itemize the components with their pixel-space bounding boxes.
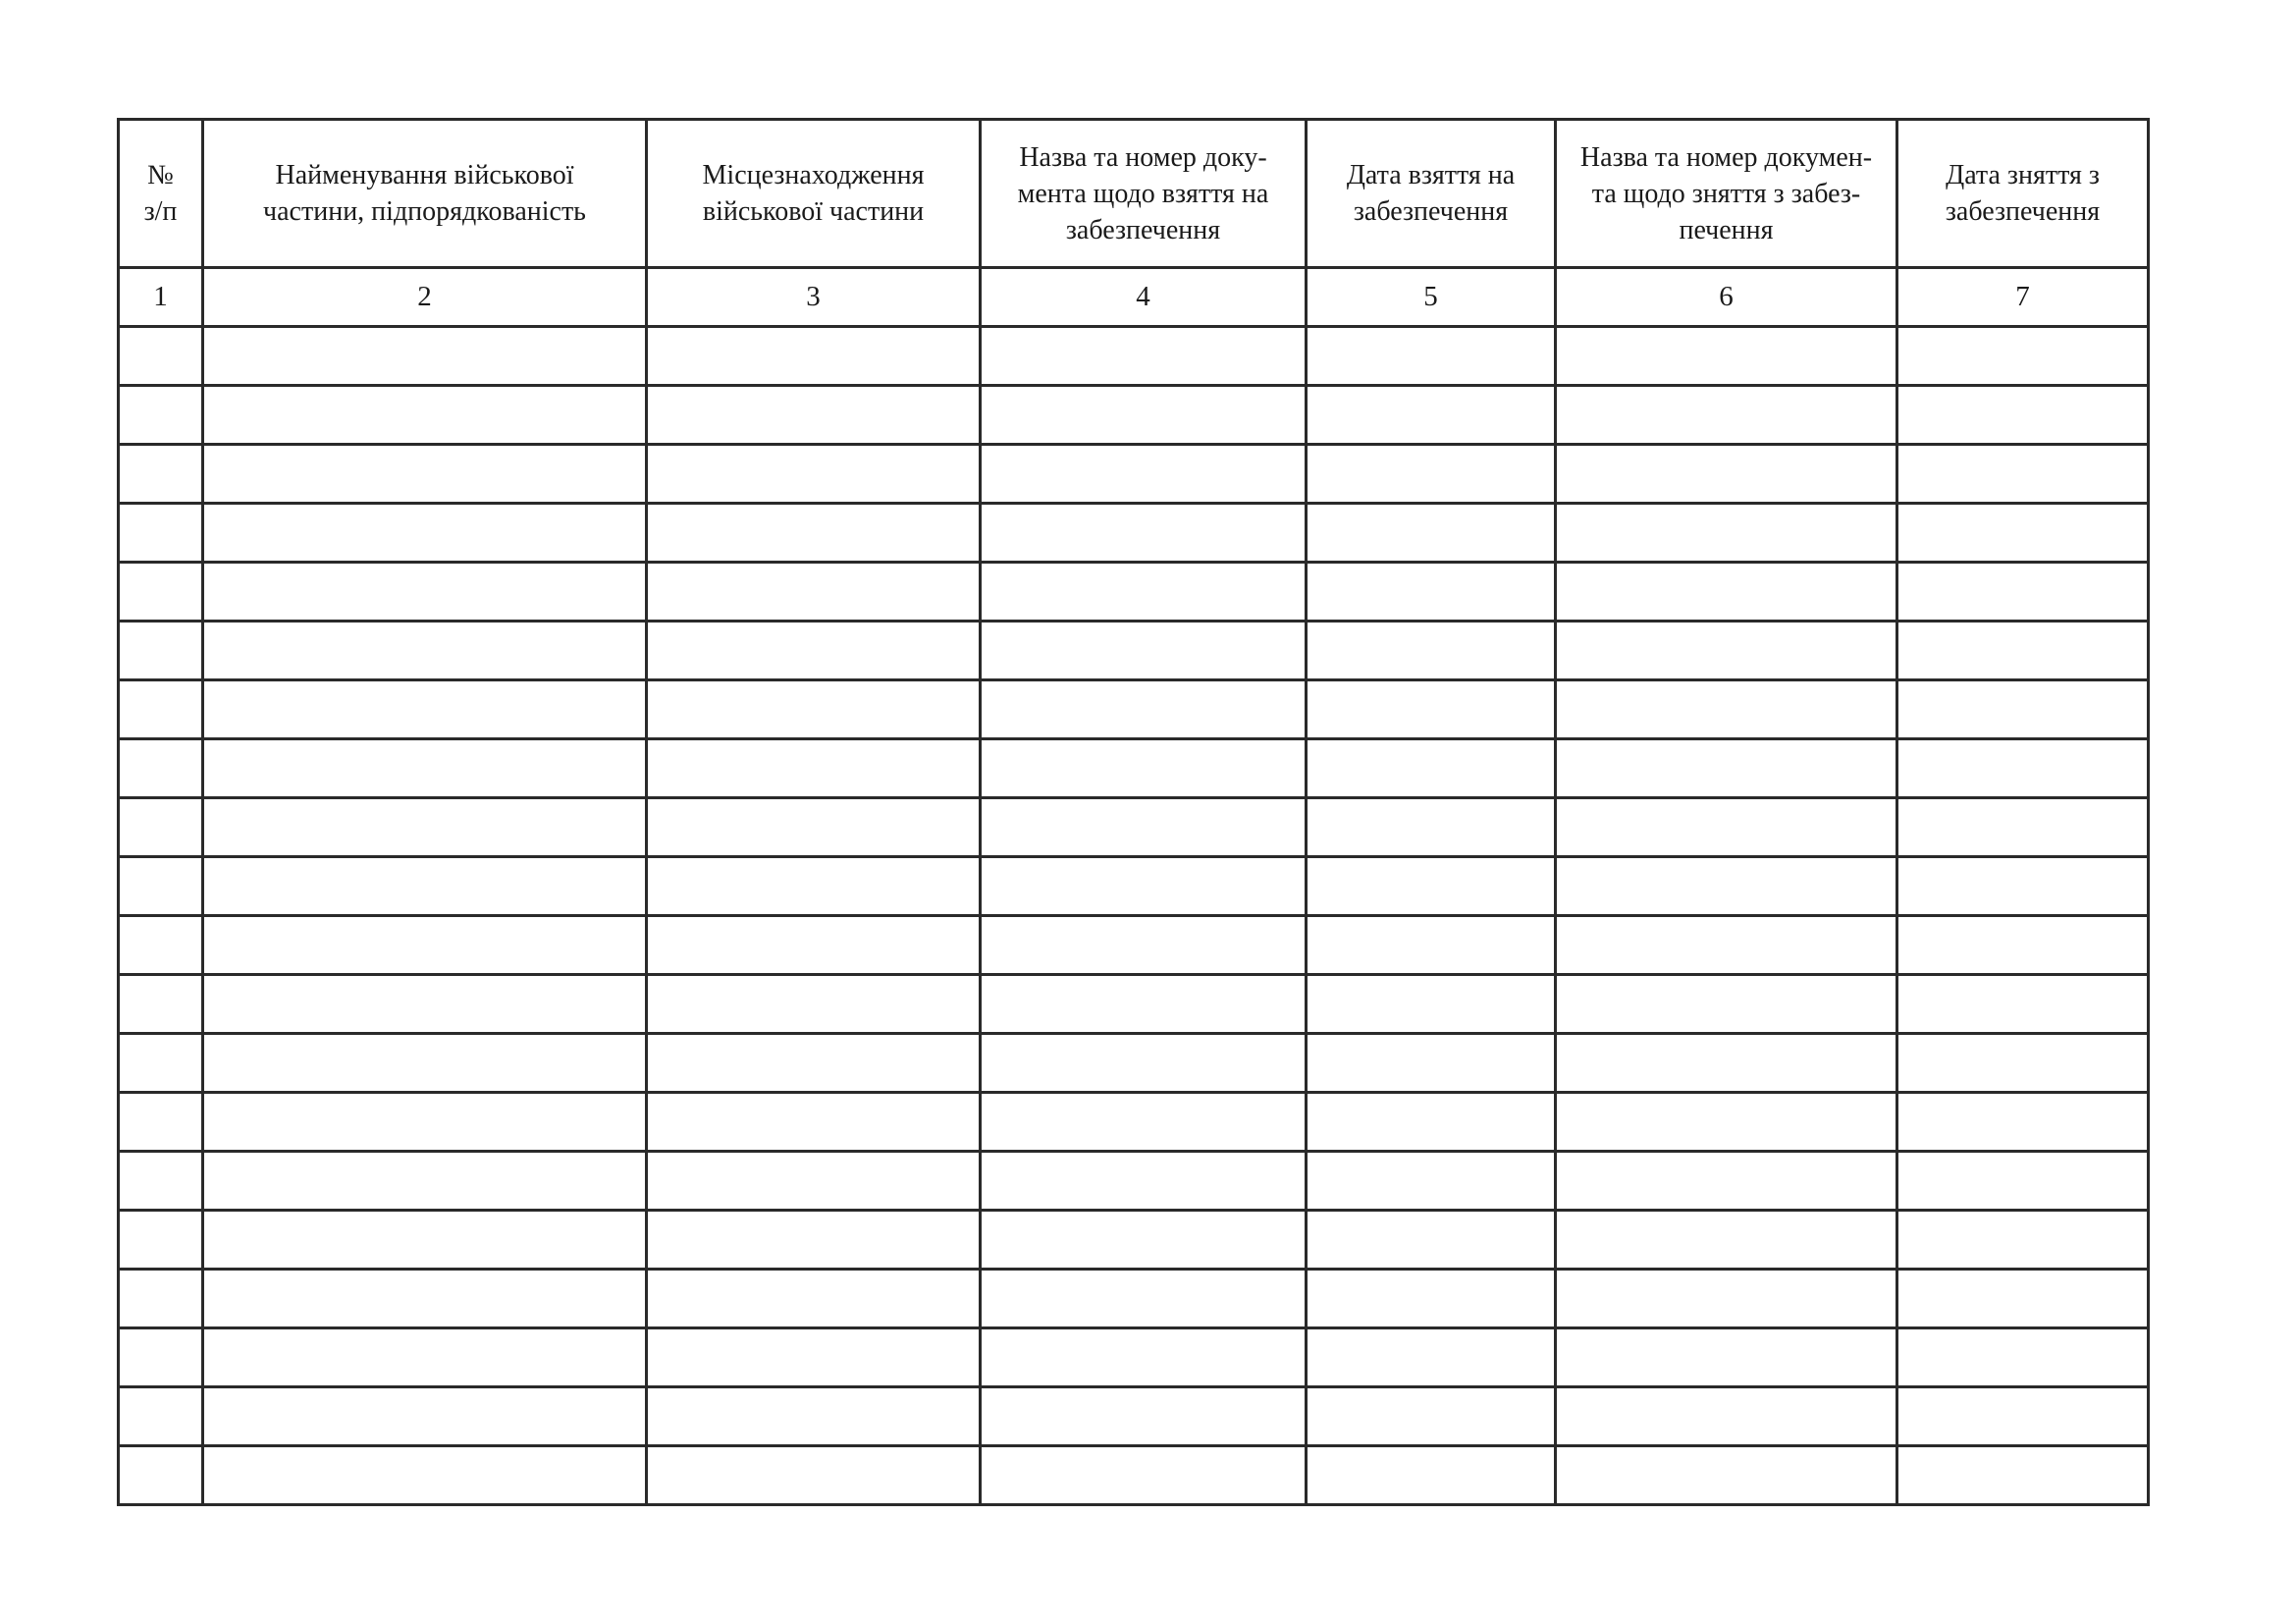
table-cell[interactable] (119, 563, 203, 622)
table-cell[interactable] (981, 1387, 1307, 1446)
table-cell[interactable] (119, 857, 203, 916)
table-row (119, 504, 2149, 563)
table-cell[interactable] (1897, 386, 2149, 445)
table-cell[interactable] (1307, 504, 1556, 563)
table-cell[interactable] (119, 327, 203, 386)
table-cell[interactable] (647, 1446, 981, 1505)
table-row (119, 622, 2149, 680)
table-cell[interactable] (1307, 1093, 1556, 1152)
table-cell[interactable] (1307, 386, 1556, 445)
column-number-cell: 7 (1897, 268, 2149, 327)
table-cell[interactable] (1556, 798, 1897, 857)
table-cell[interactable] (203, 1446, 647, 1505)
table-cell[interactable] (1897, 739, 2149, 798)
column-number-cell: 3 (647, 268, 981, 327)
table-cell[interactable] (1897, 1152, 2149, 1211)
table-cell[interactable] (1556, 975, 1897, 1034)
table-cell[interactable] (1897, 622, 2149, 680)
table-cell[interactable] (1897, 916, 2149, 975)
table-cell[interactable] (1307, 1211, 1556, 1270)
table-cell[interactable] (1307, 1034, 1556, 1093)
table-cell[interactable] (203, 680, 647, 739)
table-cell[interactable] (1307, 327, 1556, 386)
table-row (119, 386, 2149, 445)
table-cell[interactable] (203, 622, 647, 680)
table-cell[interactable] (1307, 1270, 1556, 1328)
header-cell-intake-document: Назва та номер доку- мента щодо взяття на забезпечення (981, 120, 1307, 268)
table-cell[interactable] (647, 916, 981, 975)
table-cell[interactable] (981, 1270, 1307, 1328)
table-cell[interactable] (1556, 1270, 1897, 1328)
table-cell[interactable] (1556, 916, 1897, 975)
table-cell[interactable] (647, 1034, 981, 1093)
table-cell[interactable] (203, 975, 647, 1034)
table-cell[interactable] (1556, 1328, 1897, 1387)
table-cell[interactable] (1556, 386, 1897, 445)
table-cell[interactable] (1556, 327, 1897, 386)
table-cell[interactable] (1307, 1152, 1556, 1211)
table-row (119, 1034, 2149, 1093)
table-cell[interactable] (1556, 622, 1897, 680)
table-cell[interactable] (1307, 563, 1556, 622)
column-number-cell: 4 (981, 268, 1307, 327)
table-cell[interactable] (1897, 1387, 2149, 1446)
table-cell[interactable] (1897, 1093, 2149, 1152)
table-cell[interactable] (119, 1152, 203, 1211)
table-cell[interactable] (647, 739, 981, 798)
table-cell[interactable] (203, 739, 647, 798)
table-cell[interactable] (1897, 798, 2149, 857)
table-row (119, 1270, 2149, 1328)
table-cell[interactable] (981, 504, 1307, 563)
table-cell[interactable] (1897, 1034, 2149, 1093)
table-cell[interactable] (203, 1152, 647, 1211)
table-row (119, 327, 2149, 386)
table-cell[interactable] (1307, 739, 1556, 798)
table-cell[interactable] (981, 1328, 1307, 1387)
table-cell[interactable] (1307, 1387, 1556, 1446)
column-number-cell: 1 (119, 268, 203, 327)
table-cell[interactable] (1307, 622, 1556, 680)
header-cell-unit-name: Найменування військової частини, підпорядкованість (203, 120, 647, 268)
table-row (119, 1152, 2149, 1211)
table-cell[interactable] (981, 1152, 1307, 1211)
table-cell[interactable] (647, 1328, 981, 1387)
table-cell[interactable] (647, 857, 981, 916)
table-cell[interactable] (203, 1034, 647, 1093)
table-cell[interactable] (647, 798, 981, 857)
table-cell[interactable] (119, 1328, 203, 1387)
header-cell-removal-date: Дата зняття з забезпечення (1897, 120, 2149, 268)
table-cell[interactable] (1307, 1446, 1556, 1505)
register-table (117, 118, 2150, 1506)
table-cell[interactable] (119, 1093, 203, 1152)
table-cell[interactable] (203, 1093, 647, 1152)
table-cell[interactable] (119, 1270, 203, 1328)
table-cell[interactable] (647, 1152, 981, 1211)
table-cell[interactable] (203, 386, 647, 445)
table-cell[interactable] (203, 445, 647, 504)
table-cell[interactable] (1556, 1093, 1897, 1152)
table-cell[interactable] (203, 1387, 647, 1446)
table-cell[interactable] (119, 975, 203, 1034)
table-cell[interactable] (1307, 916, 1556, 975)
header-cell-location: Місцезнаходження військової частини (647, 120, 981, 268)
table-cell[interactable] (1897, 1211, 2149, 1270)
table-row (119, 916, 2149, 975)
table-cell[interactable] (1556, 445, 1897, 504)
table-row (119, 1387, 2149, 1446)
table-cell[interactable] (1897, 327, 2149, 386)
table-row (119, 1211, 2149, 1270)
table-cell[interactable] (1307, 1328, 1556, 1387)
header-cell-removal-document: Назва та номер докумен- та щодо зняття з забез- печення (1556, 120, 1897, 268)
table-cell[interactable] (647, 1387, 981, 1446)
column-number-cell: 6 (1556, 268, 1897, 327)
table-cell[interactable] (1897, 680, 2149, 739)
table-cell[interactable] (981, 1211, 1307, 1270)
table-cell[interactable] (1307, 857, 1556, 916)
table-cell[interactable] (1556, 1446, 1897, 1505)
table-cell[interactable] (1897, 563, 2149, 622)
table-cell[interactable] (119, 386, 203, 445)
table-cell[interactable] (1897, 445, 2149, 504)
table-cell[interactable] (119, 504, 203, 563)
table-cell[interactable] (1556, 1034, 1897, 1093)
table-cell[interactable] (119, 916, 203, 975)
table-cell[interactable] (119, 739, 203, 798)
table-cell[interactable] (1556, 563, 1897, 622)
table-cell[interactable] (203, 798, 647, 857)
table-cell[interactable] (119, 445, 203, 504)
table-cell[interactable] (981, 798, 1307, 857)
table-cell[interactable] (1556, 1152, 1897, 1211)
table-cell[interactable] (1307, 680, 1556, 739)
table-cell[interactable] (647, 563, 981, 622)
table-cell[interactable] (1307, 975, 1556, 1034)
table-cell[interactable] (647, 1093, 981, 1152)
table-cell[interactable] (1307, 445, 1556, 504)
header-cell-number: № з/п (119, 120, 203, 268)
table-cell[interactable] (119, 798, 203, 857)
table-cell[interactable] (981, 327, 1307, 386)
table-cell[interactable] (981, 680, 1307, 739)
table-row (119, 1328, 2149, 1387)
table-row (119, 1093, 2149, 1152)
table-row (119, 798, 2149, 857)
table-cell[interactable] (1897, 857, 2149, 916)
table-cell[interactable] (981, 739, 1307, 798)
table-cell[interactable] (647, 504, 981, 563)
table-row (119, 445, 2149, 504)
table-cell[interactable] (203, 563, 647, 622)
table-cell[interactable] (119, 1211, 203, 1270)
header-cell-intake-date: Дата взяття на забезпечення (1307, 120, 1556, 268)
table-cell[interactable] (647, 622, 981, 680)
table-cell[interactable] (119, 1446, 203, 1505)
table-cell[interactable] (647, 445, 981, 504)
table-row (119, 975, 2149, 1034)
table-row (119, 563, 2149, 622)
table-cell[interactable] (203, 916, 647, 975)
table-cell[interactable] (647, 975, 981, 1034)
table-cell[interactable] (119, 622, 203, 680)
table-cell[interactable] (981, 622, 1307, 680)
table-cell[interactable] (1556, 857, 1897, 916)
table-cell[interactable] (1556, 680, 1897, 739)
table-cell[interactable] (203, 857, 647, 916)
table-cell[interactable] (647, 1270, 981, 1328)
table-cell[interactable] (203, 1328, 647, 1387)
column-number-cell: 5 (1307, 268, 1556, 327)
table-cell[interactable] (981, 563, 1307, 622)
table-cell[interactable] (1897, 1270, 2149, 1328)
table-cell[interactable] (647, 1211, 981, 1270)
table-cell[interactable] (981, 916, 1307, 975)
table-row (119, 680, 2149, 739)
table-cell[interactable] (981, 975, 1307, 1034)
table-cell[interactable] (1897, 975, 2149, 1034)
table-cell[interactable] (981, 1446, 1307, 1505)
table-cell[interactable] (647, 386, 981, 445)
table-cell[interactable] (119, 680, 203, 739)
table-cell[interactable] (1556, 504, 1897, 563)
table-row (119, 739, 2149, 798)
table-cell[interactable] (1897, 1446, 2149, 1505)
column-number-cell: 2 (203, 268, 647, 327)
table-cell[interactable] (647, 327, 981, 386)
table-cell[interactable] (647, 680, 981, 739)
table-cell[interactable] (981, 1034, 1307, 1093)
table-cell[interactable] (203, 1270, 647, 1328)
table-cell[interactable] (981, 1093, 1307, 1152)
table-cell[interactable] (1556, 739, 1897, 798)
column-number-row (119, 268, 2149, 327)
table-row (119, 857, 2149, 916)
table-cell[interactable] (981, 445, 1307, 504)
header-row (119, 120, 2149, 268)
table-cell[interactable] (1897, 504, 2149, 563)
table-row (119, 1446, 2149, 1505)
table-cell[interactable] (1897, 1328, 2149, 1387)
table-cell[interactable] (119, 1387, 203, 1446)
table-cell[interactable] (203, 327, 647, 386)
table-cell[interactable] (1307, 798, 1556, 857)
table-cell[interactable] (203, 504, 647, 563)
table-cell[interactable] (203, 1211, 647, 1270)
table-cell[interactable] (1556, 1387, 1897, 1446)
table-cell[interactable] (1556, 1211, 1897, 1270)
table-cell[interactable] (981, 857, 1307, 916)
table-cell[interactable] (119, 1034, 203, 1093)
table-cell[interactable] (981, 386, 1307, 445)
